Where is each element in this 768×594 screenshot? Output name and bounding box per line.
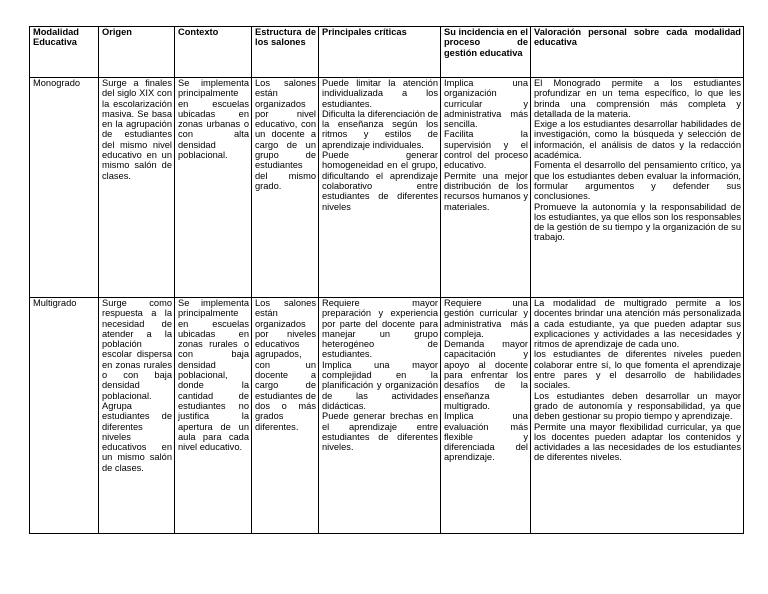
cell-estructura: Los salones están organizados por niveles educativos agrupados, con un docente a cargo de estudiantes de dos o más grados diferentes. (252, 298, 319, 534)
cell-incidencia: Requiere una gestión curricular y administrativa más compleja. Demanda mayor capacitación y apoyo al docente para enfrentar los desafíos de la enseñanza multigrado. Implica una evaluación más flexible y diferenciada del aprendizaje. (441, 298, 531, 534)
cell-contexto: Se implementa principalmente en escuelas ubicadas en zonas urbanas o con alta densidad poblacional. (175, 78, 252, 298)
header-origen: Origen (99, 27, 175, 78)
header-incidencia: Su incidencia en el proceso de gestión educativa (441, 27, 531, 78)
header-contexto: Contexto (175, 27, 252, 78)
cell-criticas: Puede limitar la atención individualizada a los estudiantes. Dificulta la diferenciación de la enseñanza según los ritmos y estilos de aprendizaje individuales. Puede generar homogeneidad en el grupo, dificultando el aprendizaje colaborativo entre estudiantes de diferentes niveles (319, 78, 441, 298)
cell-estructura: Los salones están organizados por nivel educativo, con un docente a cargo de un grupo de estudiantes del mismo grado. (252, 78, 319, 298)
table-row-monogrado (30, 78, 744, 298)
header-row (30, 27, 744, 78)
cell-valoracion: La modalidad de multigrado permite a los docentes brindar una atención más personalizada a cada estudiante, ya que pueden adaptar sus explicaciones y actividades a las necesidades y ritmos de aprendizaje de cada uno. los estudiantes de diferentes niveles pueden colaborar entre sí, lo que fomenta el aprendizaje entre pares y el desarrollo de habilidades sociales. Los estudiantes deben desarrollar un mayor grado de autonomía y responsabilidad, ya que deben gestionar su propio tiempo y aprendizaje. Permite una mayor flexibilidad curricular, ya que los docentes pueden adaptar los contenidos y actividades a las necesidades de los estudiantes de diferentes niveles. (531, 298, 744, 534)
header-estructura: Estructura de los salones (252, 27, 319, 78)
row-label-monogrado: Monogrado (30, 78, 99, 298)
header-criticas: Principales críticas (319, 27, 441, 78)
table-row-multigrado (30, 298, 744, 534)
cell-origen: Surge como respuesta a la necesidad de atender a la población escolar dispersa en zonas rurales o con baja densidad poblacional. Agrupa estudiantes de diferentes niveles educativos en un mismo salón de clases. (99, 298, 175, 534)
cell-valoracion: El Monogrado permite a los estudiantes profundizar en un tema específico, lo que les brinda una comprensión más completa y detallada de la materia. Exige a los estudiantes desarrollar habilidades de investigación, como la búsqueda y selección de información, el análisis de datos y la redacción académica. Fomenta el desarrollo del pensamiento crítico, ya que los estudiantes deben evaluar la información, formular argumentos y defender sus conclusiones. Promueve la autonomía y la responsabilidad de los estudiantes, ya que ellos son los responsables de la gestión de su tiempo y la organización de su trabajo. (531, 78, 744, 298)
cell-contexto: Se implementa principalmente en escuelas ubicadas en zonas rurales o con baja densidad poblacional, donde la cantidad de estudiantes no justifica la apertura de un aula para cada nivel educativo. (175, 298, 252, 534)
cell-criticas: Requiere mayor preparación y experiencia por parte del docente para manejar un grupo heterogéneo de estudiantes. Implica una mayor complejidad en la planificación y organización de las actividades didácticas. Puede generar brechas en el aprendizaje entre estudiantes de diferentes niveles. (319, 298, 441, 534)
cell-origen: Surge a finales del siglo XIX con la escolarización masiva. Se basa en la agrupación de estudiantes del mismo nivel educativo en un mismo salón de clases. (99, 78, 175, 298)
comparison-table (29, 26, 744, 534)
header-valoracion: Valoración personal sobre cada modalidad educativa (531, 27, 744, 78)
header-modalidad: Modalidad Educativa (30, 27, 99, 78)
row-label-multigrado: Multigrado (30, 298, 99, 534)
cell-incidencia: Implica una organización curricular y administrativa más sencilla. Facilita la supervisión y el control del proceso educativo. Permite una mejor distribución de los recursos humanos y materiales. (441, 78, 531, 298)
